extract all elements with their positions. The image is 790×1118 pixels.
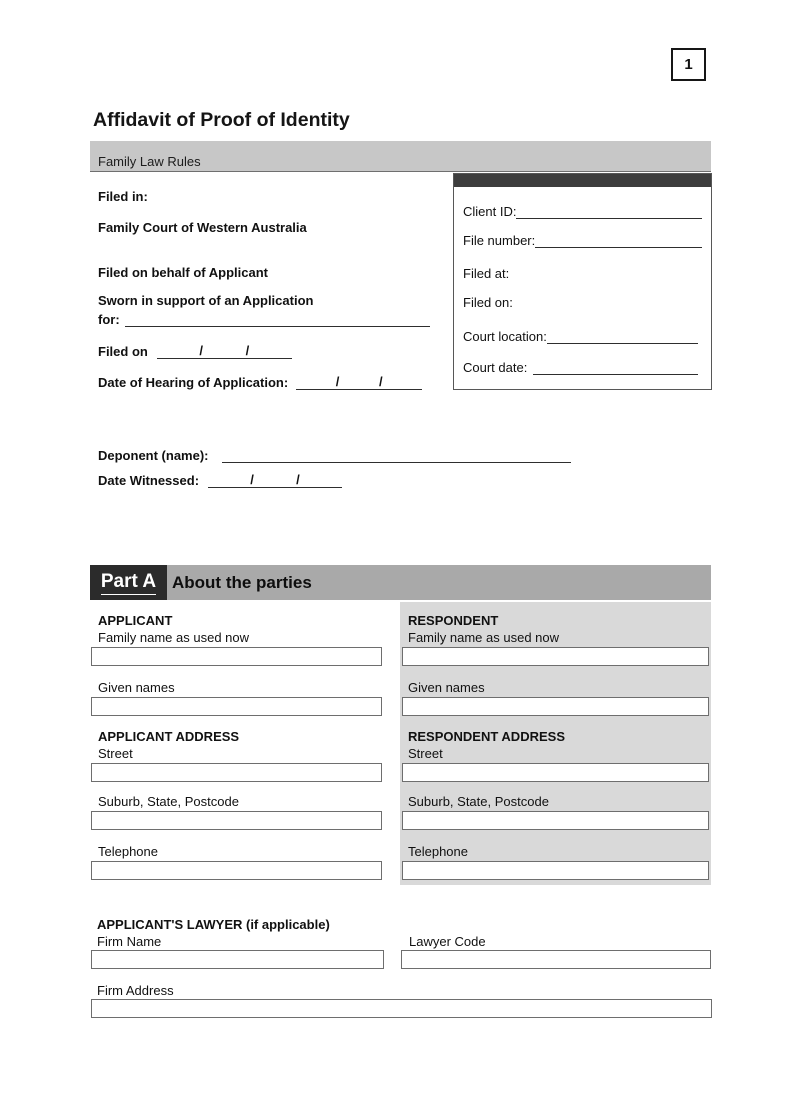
sworn-support-line1: Sworn in support of an Application xyxy=(98,293,314,308)
applicant-telephone-label: Telephone xyxy=(98,844,158,859)
filed-on-label: Filed on xyxy=(98,344,148,359)
filed-at-label: Filed at: xyxy=(463,266,510,281)
respondent-given-names-label: Given names xyxy=(408,680,485,695)
applicant-street-label: Street xyxy=(98,746,133,761)
court-name: Family Court of Western Australia xyxy=(98,220,307,235)
firm-name-input[interactable] xyxy=(91,950,384,969)
file-number-line[interactable] xyxy=(535,233,702,248)
respondent-heading: RESPONDENT xyxy=(408,613,499,628)
date-witnessed-line[interactable] xyxy=(208,473,342,488)
page-title: Affidavit of Proof of Identity xyxy=(93,109,350,131)
court-location-line[interactable] xyxy=(547,329,698,344)
respondent-family-name-input[interactable] xyxy=(402,647,709,666)
date-slash: / xyxy=(335,374,340,389)
page-number: 1 xyxy=(684,56,693,73)
part-a-badge xyxy=(90,565,167,600)
respondent-telephone-label: Telephone xyxy=(408,844,468,859)
filed-on-behalf: Filed on behalf of Applicant xyxy=(98,265,268,280)
part-a-label: Part A xyxy=(101,571,156,595)
filed-on-date-line[interactable] xyxy=(157,344,292,359)
rules-bar xyxy=(90,141,711,172)
applicant-family-name-label: Family name as used now xyxy=(98,630,250,645)
filing-details xyxy=(98,190,443,390)
applicant-column xyxy=(90,602,384,880)
applicant-suburb-input[interactable] xyxy=(91,811,382,830)
deponent-section xyxy=(98,448,571,488)
firm-name-label: Firm Name xyxy=(97,934,162,949)
page-number-box xyxy=(671,48,706,81)
part-a-header xyxy=(90,565,711,600)
respondent-family-name-label: Family name as used now xyxy=(408,630,560,645)
firm-address-input[interactable] xyxy=(91,999,712,1018)
sworn-support-line2: for: xyxy=(98,312,120,327)
respondent-address-heading: RESPONDENT ADDRESS xyxy=(408,729,565,744)
office-use-box xyxy=(453,173,712,390)
applicant-address-heading: APPLICANT ADDRESS xyxy=(98,729,240,744)
client-id-label: Client ID: xyxy=(463,204,517,219)
client-id-line[interactable] xyxy=(516,204,702,219)
lawyer-heading: APPLICANT'S LAWYER (if applicable) xyxy=(97,917,330,932)
date-witnessed-label: Date Witnessed: xyxy=(98,473,200,488)
applicant-street-input[interactable] xyxy=(91,763,382,782)
respondent-given-names-input[interactable] xyxy=(402,697,709,716)
date-slash: / xyxy=(250,472,254,487)
respondent-column xyxy=(400,602,711,880)
court-date-label: Court date: xyxy=(463,360,528,375)
respondent-street-label: Street xyxy=(408,746,443,761)
applicant-given-names-input[interactable] xyxy=(91,697,382,716)
date-slash: / xyxy=(378,374,383,389)
date-slash: / xyxy=(199,343,204,358)
respondent-suburb-input[interactable] xyxy=(402,811,709,830)
file-number-label: File number: xyxy=(463,233,536,248)
lawyer-code-input[interactable] xyxy=(401,950,711,969)
lawyer-code-label: Lawyer Code xyxy=(409,934,486,949)
rules-bar-label: Family Law Rules xyxy=(98,154,201,169)
court-location-label: Court location: xyxy=(463,329,547,344)
firm-address-label: Firm Address xyxy=(97,983,174,998)
applicant-telephone-input[interactable] xyxy=(91,861,382,880)
deponent-name-line[interactable] xyxy=(222,448,571,463)
office-use-header-bar xyxy=(454,174,711,187)
respondent-telephone-input[interactable] xyxy=(402,861,709,880)
date-slash: / xyxy=(245,343,250,358)
respondent-suburb-label: Suburb, State, Postcode xyxy=(408,794,549,809)
applicant-heading: APPLICANT xyxy=(98,613,173,628)
respondent-street-input[interactable] xyxy=(402,763,709,782)
court-date-line[interactable] xyxy=(533,360,698,375)
hearing-date-label: Date of Hearing of Application: xyxy=(98,375,289,390)
date-slash: / xyxy=(296,472,300,487)
filed-in-label: Filed in: xyxy=(98,189,148,204)
applicant-given-names-label: Given names xyxy=(98,680,175,695)
hearing-date-line[interactable] xyxy=(296,375,422,390)
part-a-title: About the parties xyxy=(172,572,312,592)
applicant-family-name-input[interactable] xyxy=(91,647,382,666)
sworn-application-fill-line[interactable] xyxy=(125,312,430,327)
applicant-suburb-label: Suburb, State, Postcode xyxy=(98,794,239,809)
deponent-name-label: Deponent (name): xyxy=(98,448,209,463)
filed-on-office-label: Filed on: xyxy=(463,295,513,310)
